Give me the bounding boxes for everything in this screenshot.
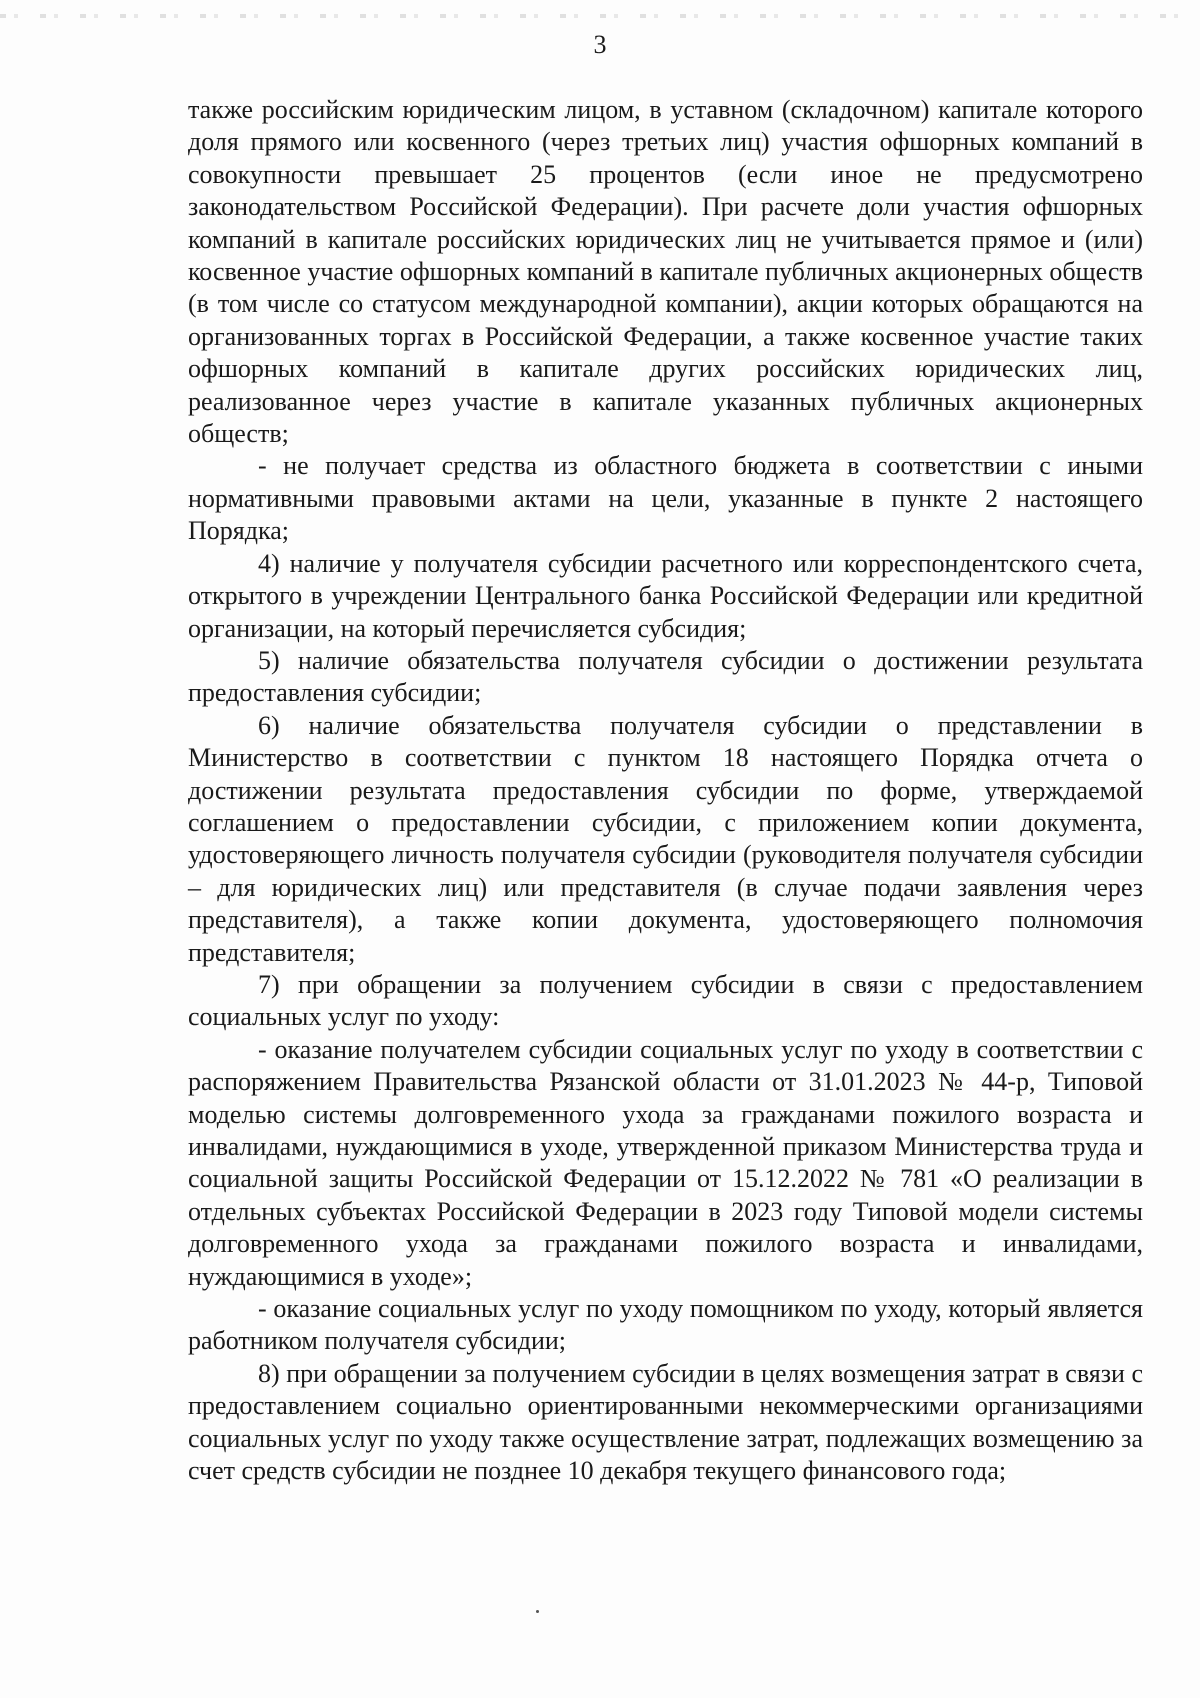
scan-speck <box>536 1610 539 1613</box>
document-body <box>188 94 1143 1487</box>
scan-edge-artifact <box>0 14 1200 18</box>
paragraph-offshore-continuation: также российским юридическим лицом, в уставном (складочном) капитале которого доля прямого или косвенного (через третьих лиц) участия офшорных компаний в совокупности превышает 25 процентов (если иное не предусмотрено законодательством Российской Федерации). При расчете доли участия офшорных компаний в капитале российских юридических лиц не учитывается прямое и (или) косвенное участие офшорных компаний в капитале публичных акционерных обществ (в том числе со статусом международной компании), акции которых обращаются на организованных торгах в Российской Федерации, а также косвенное участие таких офшорных компаний в капитале других российских юридических лиц, реализованное через участие в капитале указанных публичных акционерных обществ; <box>188 95 1143 449</box>
paragraph-item-4: 4) наличие у получателя субсидии расчетного или корреспондентского счета, открытого в учреждении Центрального банка Российской Федерации или кредитной организации, на который перечисляется субсидия; <box>188 548 1143 643</box>
paragraph-budget-funds: - не получает средства из областного бюджета в соответствии с иными нормативными правовыми актами на цели, указанные в пункте 2 настоящего Порядка; <box>188 451 1143 546</box>
paragraph-item-7-sub-1: - оказание получателем субсидии социальных услуг по уходу в соответствии с распоряжением Правительства Рязанской области от 31.01.2023 № 44-р, Типовой моделью системы долговременного ухода за гражданами пожилого возраста и инвалидами, нуждающимися в уходе, утвержденной приказом Министерства труда и социальной защиты Российской Федерации от 15.12.2022 № 781 «О реализации в отдельных субъектах Российской Федерации в 2023 году Типовой модели системы долговременного ухода за гражданами пожилого возраста и инвалидами, нуждающимися в уходе»; <box>188 1034 1143 1291</box>
page-number: 3 <box>593 30 607 59</box>
paragraph-item-8: 8) при обращении за получением субсидии в целях возмещения затрат в связи с предоставлением социально ориентированными некоммерческими организациями социальных услуг по уходу также осуществление затрат, подлежащих возмещению за счет средств субсидии не позднее 10 декабря текущего финансового года; <box>188 1358 1143 1486</box>
paragraph-item-6: 6) наличие обязательства получателя субсидии о представлении в Министерство в соответствии с пунктом 18 настоящего Порядка отчета о достижении результата предоставления субсидии по форме, утверждаемой соглашением о предоставлении субсидии, с приложением копии документа, удостоверяющего личность получателя субсидии (руководителя получателя субсидии – для юридических лиц) или представителя (в случае подачи заявления через представителя), а также копии документа, удостоверяющего полномочия представителя; <box>188 710 1143 967</box>
paragraph-item-7: 7) при обращении за получением субсидии в связи с предоставлением социальных услуг по уходу: <box>188 969 1143 1032</box>
paragraph-item-7-sub-2: - оказание социальных услуг по уходу помощником по уходу, который является работником получателя субсидии; <box>188 1294 1143 1356</box>
paragraph-item-5: 5) наличие обязательства получателя субсидии о достижении результата предоставления субсидии; <box>188 645 1143 708</box>
